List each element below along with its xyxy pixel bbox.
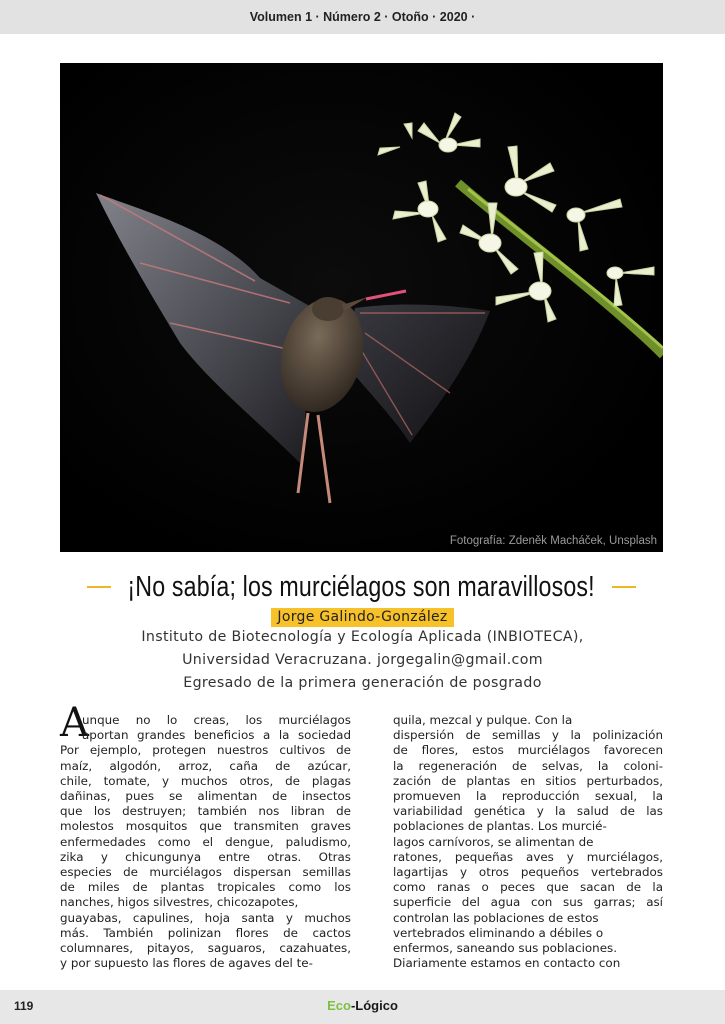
body-line: guayabas, capulines, hoja santa y muchos (60, 910, 351, 925)
body-line: ratones, pequeñas aves y murciélagos, (393, 849, 663, 864)
body-line: dispersión de semillas y la polinización (393, 728, 663, 743)
body-line: más. También polinizan flores de cactos (60, 925, 351, 940)
affiliation-line-3: Egresado de la primera generación de posgrado (183, 675, 542, 691)
body-line: que los destruyen; también nos libran de (60, 804, 351, 819)
body-line: y por supuesto las flores de agaves del te- (60, 956, 313, 971)
page-number: 119 (14, 999, 34, 1013)
issue-info: Volumen 1 · Número 2 · Otoño · 2020 · (249, 10, 476, 24)
body-line: controlan las poblaciones de estos (393, 910, 599, 925)
author-name: Jorge Galindo-González (271, 608, 453, 627)
body-line: enfermos, saneando sus poblaciones. (393, 941, 618, 956)
title-row (60, 569, 663, 605)
brand-eco: Eco (327, 998, 351, 1013)
body-line: molestos mosquitos que transmiten graves (60, 819, 351, 834)
body-line: variabilidad genética y la salud de las (393, 804, 663, 819)
body-line: zación de plantas en sitios perturbados, (393, 773, 663, 788)
magazine-brand (0, 998, 725, 1013)
body-line: aportan grandes beneficios a la sociedad (82, 728, 351, 743)
body-line: lagartijas y otros pequeños vertebrados (393, 865, 663, 880)
body-line: maíz, algodón, arroz, caña de azúcar, (60, 758, 351, 773)
affiliation-line-1: Instituto de Biotecnología y Ecología Aplicada (INBIOTECA), (141, 629, 584, 645)
body-line: enfermedades como el dengue, paludismo, (60, 834, 351, 849)
body-line: chile, tomate, y muchos otros, de plagas (60, 773, 351, 788)
body-line: Diariamente estamos en contacto con (393, 956, 621, 971)
brand-logico: -Lógico (350, 998, 398, 1013)
author-row (0, 606, 725, 627)
body-line: poblaciones de plantas. Los murcié- (393, 819, 607, 834)
body-line: como ranas o peces que sacan de la (393, 880, 663, 895)
body-line: zika y chicungunya entre otras. Otras (60, 849, 351, 864)
page-footer (0, 990, 725, 1024)
body-line: columnares, pitayos, saguaros, cazahuates, (60, 941, 351, 956)
bat-and-flowers-illustration (60, 63, 663, 552)
affiliation-line-2: Universidad Veracruzana. jorgegalin@gmail.com (182, 652, 543, 668)
title-left-dash (87, 586, 111, 588)
body-line: quila, mezcal y pulque. Con la (393, 713, 573, 727)
body-column-1 (60, 713, 351, 971)
photo-credit: Fotografía: Zdeněk Macháček, Unsplash (449, 535, 657, 547)
bat-photo (60, 63, 663, 552)
title-right-dash (612, 586, 636, 588)
body-line: promueven la reproducción sexual, la (393, 789, 663, 804)
body-line: lagos carnívoros, se alimentan de (393, 834, 594, 849)
body-line: Por ejemplo, protegen nuestros cultivos de (60, 743, 351, 758)
article-title: ¡No sabía; los murciélagos son maravillosos! (127, 570, 596, 603)
body-line: vertebrados eliminando a débiles o (393, 925, 604, 940)
body-line: de miles de plantas tropicales como los (60, 880, 351, 895)
body-column-2 (393, 713, 663, 971)
body-line: unque no lo creas, los murciélagos (82, 713, 351, 727)
body-line: especies de murciélagos dispersan semillas (60, 865, 351, 880)
issue-header-bar (0, 0, 725, 34)
body-line: superficie del agua con sus garras; así (393, 895, 663, 910)
drop-cap: A (60, 700, 89, 746)
body-line: de flores, estos murciélagos favorecen (393, 743, 663, 758)
body-line: nanches, higos silvestres, chicozapotes, (60, 895, 299, 910)
body-line: la regeneración de selvas, la coloni- (393, 758, 663, 773)
body-line: dañinas, pues se alimentan de insectos (60, 789, 351, 804)
